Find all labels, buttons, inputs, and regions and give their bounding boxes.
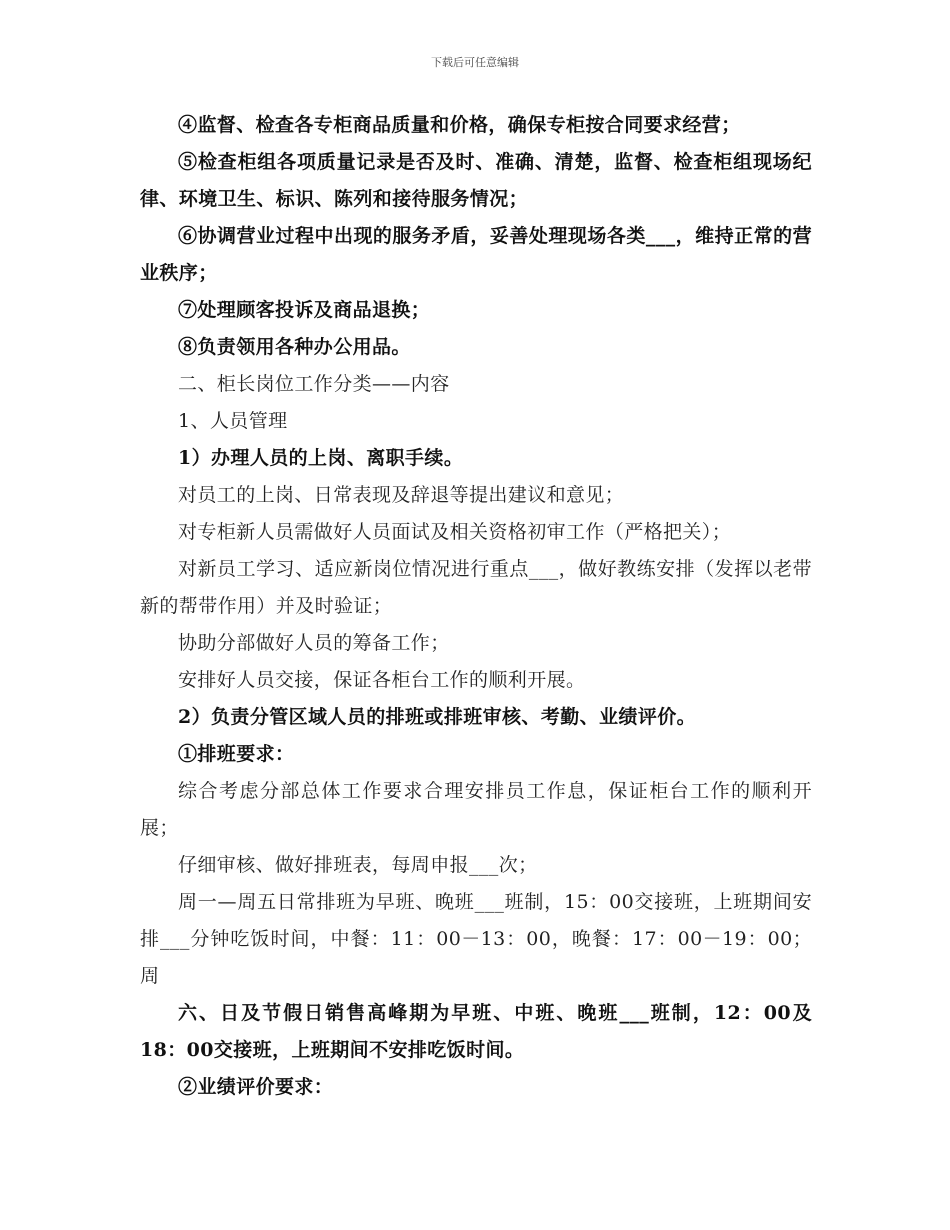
paragraph: 仔细审核、做好排班表，每周申报___次； xyxy=(178,854,538,876)
page-header: 下载后可任意编辑 xyxy=(431,56,519,69)
paragraph: 综合考虑分部总体工作要求合理安排员工作息，保证柜台工作的顺利开展； xyxy=(140,780,812,839)
paragraph: ①排班要求： xyxy=(178,743,295,765)
paragraph: 协助分部做好人员的筹备工作； xyxy=(178,632,450,654)
paragraph: 六、日及节假日销售高峰期为早班、中班、晚班___班制，12：00及18：00交接班，上班期间不安排吃饭时间。 xyxy=(140,1002,812,1061)
paragraph: 二、柜长岗位工作分类——内容 xyxy=(178,373,450,395)
paragraph: 2）负责分管区域人员的排班或排班审核、考勤、业绩评价。 xyxy=(178,706,697,728)
paragraph: ⑥协调营业过程中出现的服务矛盾，妥善处理现场各类___，维持正常的营业秩序； xyxy=(140,225,812,284)
paragraph: ⑦处理顾客投诉及商品退换； xyxy=(178,299,431,321)
paragraph: 对专柜新人员需做好人员面试及相关资格初审工作（严格把关）； xyxy=(178,521,732,543)
paragraph: 1）办理人员的上岗、离职手续。 xyxy=(178,447,464,469)
paragraph: 对员工的上岗、日常表现及辞退等提出建议和意见； xyxy=(178,484,625,506)
paragraph: 1、人员管理 xyxy=(178,410,288,432)
document-body xyxy=(140,107,812,1106)
paragraph: 周一—周五日常排班为早班、晚班___班制，15：00交接班，上班期间安排___分钟吃饭时间，中餐：11：00－13：00，晚餐：17：00－19：00；周 xyxy=(140,891,812,987)
paragraph: 对新员工学习、适应新岗位情况进行重点___，做好教练安排（发挥以老带新的帮带作用）并及时验证； xyxy=(140,558,812,617)
paragraph: ④监督、检查各专柜商品质量和价格，确保专柜按合同要求经营； xyxy=(178,114,741,136)
paragraph: ②业绩评价要求： xyxy=(178,1076,334,1098)
paragraph: 安排好人员交接，保证各柜台工作的顺利开展。 xyxy=(178,669,586,691)
paragraph: ⑤检查柜组各项质量记录是否及时、准确、清楚，监督、检查柜组现场纪律、环境卫生、标识、陈列和接待服务情况； xyxy=(140,151,812,210)
paragraph: ⑧负责领用各种办公用品。 xyxy=(178,336,411,358)
